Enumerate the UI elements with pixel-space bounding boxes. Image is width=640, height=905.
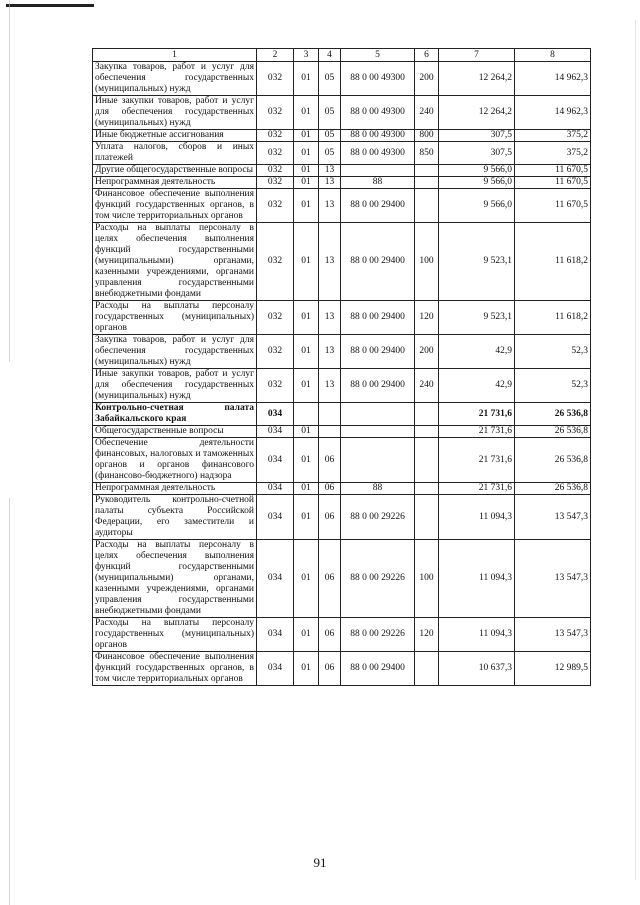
- table-row: [93, 223, 591, 301]
- item-name: Финансовое обеспечение выполнения функций государственных органов, в том числе территориальных органов: [93, 189, 257, 223]
- table-row: [93, 618, 591, 652]
- target-article-code: [341, 426, 415, 438]
- item-name: Расходы на выплаты персоналу в целях обеспечения выполнения функций государственными (муниципальными) органами, казенными учреждениями, органами управления государственными внебюджетными фондами: [93, 223, 257, 301]
- amount-year-1: 11 094,3: [439, 540, 515, 618]
- section-code: 01: [294, 142, 319, 165]
- scan-right-edge: [635, 20, 636, 880]
- section-code: 01: [294, 62, 319, 96]
- amount-year-1: 10 637,3: [439, 652, 515, 686]
- target-article-code: 88 0 00 29400: [341, 335, 415, 369]
- amount-year-1: 307,5: [439, 130, 515, 142]
- ministry-code: 034: [257, 426, 294, 438]
- item-name: Руководитель контрольно-счетной палаты субъекта Российской Федерации, его заместители и аудиторы: [93, 495, 257, 540]
- subsection-code: 13: [319, 177, 341, 189]
- ministry-code: 032: [257, 189, 294, 223]
- ministry-code: 032: [257, 165, 294, 177]
- column-header-5: 5: [341, 49, 415, 62]
- item-name: Расходы на выплаты персоналу государственных (муниципальных) органов: [93, 618, 257, 652]
- ministry-code: 032: [257, 96, 294, 130]
- target-article-code: 88 0 00 29226: [341, 618, 415, 652]
- amount-year-1: 9 566,0: [439, 177, 515, 189]
- table-row: [93, 189, 591, 223]
- subsection-code: 06: [319, 618, 341, 652]
- subsection-code: 13: [319, 189, 341, 223]
- ministry-code: 032: [257, 223, 294, 301]
- ministry-code: 032: [257, 177, 294, 189]
- column-header-7: 7: [439, 49, 515, 62]
- amount-year-1: 9 566,0: [439, 189, 515, 223]
- amount-year-1: 9 523,1: [439, 223, 515, 301]
- table-row: [93, 403, 591, 426]
- expense-type-code: 100: [415, 540, 439, 618]
- amount-year-2: 14 962,3: [515, 96, 591, 130]
- expense-type-code: [415, 189, 439, 223]
- amount-year-1: 21 731,6: [439, 426, 515, 438]
- section-code: 01: [294, 165, 319, 177]
- item-name: Непрограммная деятельность: [93, 177, 257, 189]
- amount-year-2: 26 536,8: [515, 438, 591, 483]
- amount-year-1: 9 566,0: [439, 165, 515, 177]
- subsection-code: 05: [319, 142, 341, 165]
- target-article-code: 88 0 00 29400: [341, 652, 415, 686]
- subsection-code: 05: [319, 130, 341, 142]
- amount-year-2: 26 536,8: [515, 483, 591, 495]
- scan-binding-edge: [9, 0, 10, 905]
- expense-type-code: 850: [415, 142, 439, 165]
- expense-type-code: [415, 426, 439, 438]
- table-header: [93, 49, 591, 62]
- expense-type-code: 800: [415, 130, 439, 142]
- table-row: [93, 301, 591, 335]
- column-header-4: 4: [319, 49, 341, 62]
- target-article-code: 88: [341, 483, 415, 495]
- ministry-code: 032: [257, 62, 294, 96]
- section-code: [294, 403, 319, 426]
- target-article-code: 88 0 00 49300: [341, 62, 415, 96]
- amount-year-2: 13 547,3: [515, 495, 591, 540]
- expense-type-code: [415, 483, 439, 495]
- expense-type-code: [415, 652, 439, 686]
- amount-year-2: 11 618,2: [515, 223, 591, 301]
- expense-type-code: [415, 177, 439, 189]
- item-name: Контрольно-счетная палата Забайкальского края: [93, 403, 257, 426]
- item-name: Уплата налогов, сборов и иных платежей: [93, 142, 257, 165]
- item-name: Закупка товаров, работ и услуг для обеспечения государственных (муниципальных) нужд: [93, 62, 257, 96]
- page-number: 91: [313, 855, 327, 870]
- amount-year-2: 52,3: [515, 335, 591, 369]
- expense-type-code: [415, 495, 439, 540]
- amount-year-2: 52,3: [515, 369, 591, 403]
- section-code: 01: [294, 130, 319, 142]
- section-code: 01: [294, 223, 319, 301]
- amount-year-2: 13 547,3: [515, 540, 591, 618]
- ministry-code: 032: [257, 130, 294, 142]
- ministry-code: 032: [257, 369, 294, 403]
- item-name: Иные бюджетные ассигнования: [93, 130, 257, 142]
- amount-year-1: 21 731,6: [439, 483, 515, 495]
- ministry-code: 032: [257, 335, 294, 369]
- section-code: 01: [294, 495, 319, 540]
- column-header-3: 3: [294, 49, 319, 62]
- target-article-code: 88 0 00 29400: [341, 223, 415, 301]
- subsection-code: 06: [319, 438, 341, 483]
- amount-year-1: 21 731,6: [439, 403, 515, 426]
- expense-type-code: 240: [415, 96, 439, 130]
- target-article-code: 88 0 00 49300: [341, 130, 415, 142]
- ministry-code: 034: [257, 438, 294, 483]
- subsection-code: 13: [319, 335, 341, 369]
- subsection-code: 06: [319, 483, 341, 495]
- table-row: [93, 426, 591, 438]
- column-header-6: 6: [415, 49, 439, 62]
- section-code: 01: [294, 96, 319, 130]
- target-article-code: 88 0 00 29400: [341, 301, 415, 335]
- table-body: [93, 62, 591, 686]
- amount-year-2: 11 670,5: [515, 165, 591, 177]
- amount-year-1: 42,9: [439, 335, 515, 369]
- item-name: Иные закупки товаров, работ и услуг для обеспечения государственных (муниципальных) нужд: [93, 96, 257, 130]
- item-name: Финансовое обеспечение выполнения функций государственных органов, в том числе территориальных органов: [93, 652, 257, 686]
- table-row: [93, 335, 591, 369]
- amount-year-2: 11 670,5: [515, 189, 591, 223]
- table-row: [93, 438, 591, 483]
- expense-type-code: [415, 438, 439, 483]
- section-code: 01: [294, 369, 319, 403]
- section-code: 01: [294, 540, 319, 618]
- expense-type-code: [415, 165, 439, 177]
- target-article-code: 88 0 00 29226: [341, 495, 415, 540]
- amount-year-2: 12 989,5: [515, 652, 591, 686]
- item-name: Закупка товаров, работ и услуг для обеспечения государственных (муниципальных) нужд: [93, 335, 257, 369]
- amount-year-1: 12 264,2: [439, 96, 515, 130]
- expense-type-code: 120: [415, 301, 439, 335]
- table-row: [93, 130, 591, 142]
- section-code: 01: [294, 177, 319, 189]
- column-header-1: 1: [93, 49, 257, 62]
- subsection-code: 13: [319, 369, 341, 403]
- budget-table: [92, 48, 591, 686]
- ministry-code: 034: [257, 483, 294, 495]
- amount-year-2: 11 670,5: [515, 177, 591, 189]
- amount-year-2: 375,2: [515, 130, 591, 142]
- ministry-code: 032: [257, 142, 294, 165]
- header-row: [93, 49, 591, 62]
- section-code: 01: [294, 438, 319, 483]
- amount-year-2: 11 618,2: [515, 301, 591, 335]
- ministry-code: 034: [257, 652, 294, 686]
- expense-type-code: 100: [415, 223, 439, 301]
- amount-year-2: 13 547,3: [515, 618, 591, 652]
- subsection-code: 05: [319, 96, 341, 130]
- target-article-code: 88 0 00 29226: [341, 540, 415, 618]
- amount-year-1: 12 264,2: [439, 62, 515, 96]
- expense-type-code: 200: [415, 335, 439, 369]
- amount-year-2: 26 536,8: [515, 426, 591, 438]
- column-header-8: 8: [515, 49, 591, 62]
- table-row: [93, 165, 591, 177]
- table-row: [93, 369, 591, 403]
- subsection-code: [319, 403, 341, 426]
- table-row: [93, 652, 591, 686]
- item-name: Обеспечение деятельности финансовых, налоговых и таможенных органов и органов финансового (финансово-бюджетного) надзора: [93, 438, 257, 483]
- target-article-code: 88 0 00 49300: [341, 142, 415, 165]
- ministry-code: 034: [257, 618, 294, 652]
- section-code: 01: [294, 618, 319, 652]
- amount-year-2: 14 962,3: [515, 62, 591, 96]
- section-code: 01: [294, 652, 319, 686]
- item-name: Расходы на выплаты персоналу в целях обеспечения выполнения функций государственными (муниципальными) органами, казенными учреждениями, органами управления государственными внебюджетными фондами: [93, 540, 257, 618]
- ministry-code: 034: [257, 495, 294, 540]
- expense-type-code: 120: [415, 618, 439, 652]
- subsection-code: 13: [319, 301, 341, 335]
- ministry-code: 032: [257, 301, 294, 335]
- ministry-code: 034: [257, 540, 294, 618]
- expense-type-code: 240: [415, 369, 439, 403]
- item-name: Расходы на выплаты персоналу государственных (муниципальных) органов: [93, 301, 257, 335]
- amount-year-1: 42,9: [439, 369, 515, 403]
- table-row: [93, 495, 591, 540]
- target-article-code: 88 0 00 29400: [341, 369, 415, 403]
- subsection-code: 05: [319, 62, 341, 96]
- target-article-code: [341, 165, 415, 177]
- subsection-code: 06: [319, 540, 341, 618]
- item-name: Непрограммная деятельность: [93, 483, 257, 495]
- table-row: [93, 177, 591, 189]
- ministry-code: 034: [257, 403, 294, 426]
- table-row: [93, 540, 591, 618]
- section-code: 01: [294, 335, 319, 369]
- subsection-code: 06: [319, 652, 341, 686]
- section-code: 01: [294, 301, 319, 335]
- table-row: [93, 483, 591, 495]
- column-header-2: 2: [257, 49, 294, 62]
- item-name: Общегосударственные вопросы: [93, 426, 257, 438]
- section-code: 01: [294, 189, 319, 223]
- section-code: 01: [294, 483, 319, 495]
- target-article-code: [341, 403, 415, 426]
- amount-year-1: 21 731,6: [439, 438, 515, 483]
- amount-year-2: 375,2: [515, 142, 591, 165]
- item-name: Иные закупки товаров, работ и услуг для обеспечения государственных (муниципальных) нужд: [93, 369, 257, 403]
- item-name: Другие общегосударственные вопросы: [93, 165, 257, 177]
- table-row: [93, 96, 591, 130]
- amount-year-1: 11 094,3: [439, 618, 515, 652]
- target-article-code: 88 0 00 49300: [341, 96, 415, 130]
- subsection-code: [319, 426, 341, 438]
- amount-year-1: 307,5: [439, 142, 515, 165]
- amount-year-1: 11 094,3: [439, 495, 515, 540]
- amount-year-1: 9 523,1: [439, 301, 515, 335]
- expense-type-code: 200: [415, 62, 439, 96]
- amount-year-2: 26 536,8: [515, 403, 591, 426]
- target-article-code: [341, 438, 415, 483]
- subsection-code: 13: [319, 223, 341, 301]
- target-article-code: 88: [341, 177, 415, 189]
- table-row: [93, 62, 591, 96]
- section-code: 01: [294, 426, 319, 438]
- table-row: [93, 142, 591, 165]
- subsection-code: 06: [319, 495, 341, 540]
- target-article-code: 88 0 00 29400: [341, 189, 415, 223]
- subsection-code: 13: [319, 165, 341, 177]
- scan-edge-mark: [6, 4, 94, 7]
- expense-type-code: [415, 403, 439, 426]
